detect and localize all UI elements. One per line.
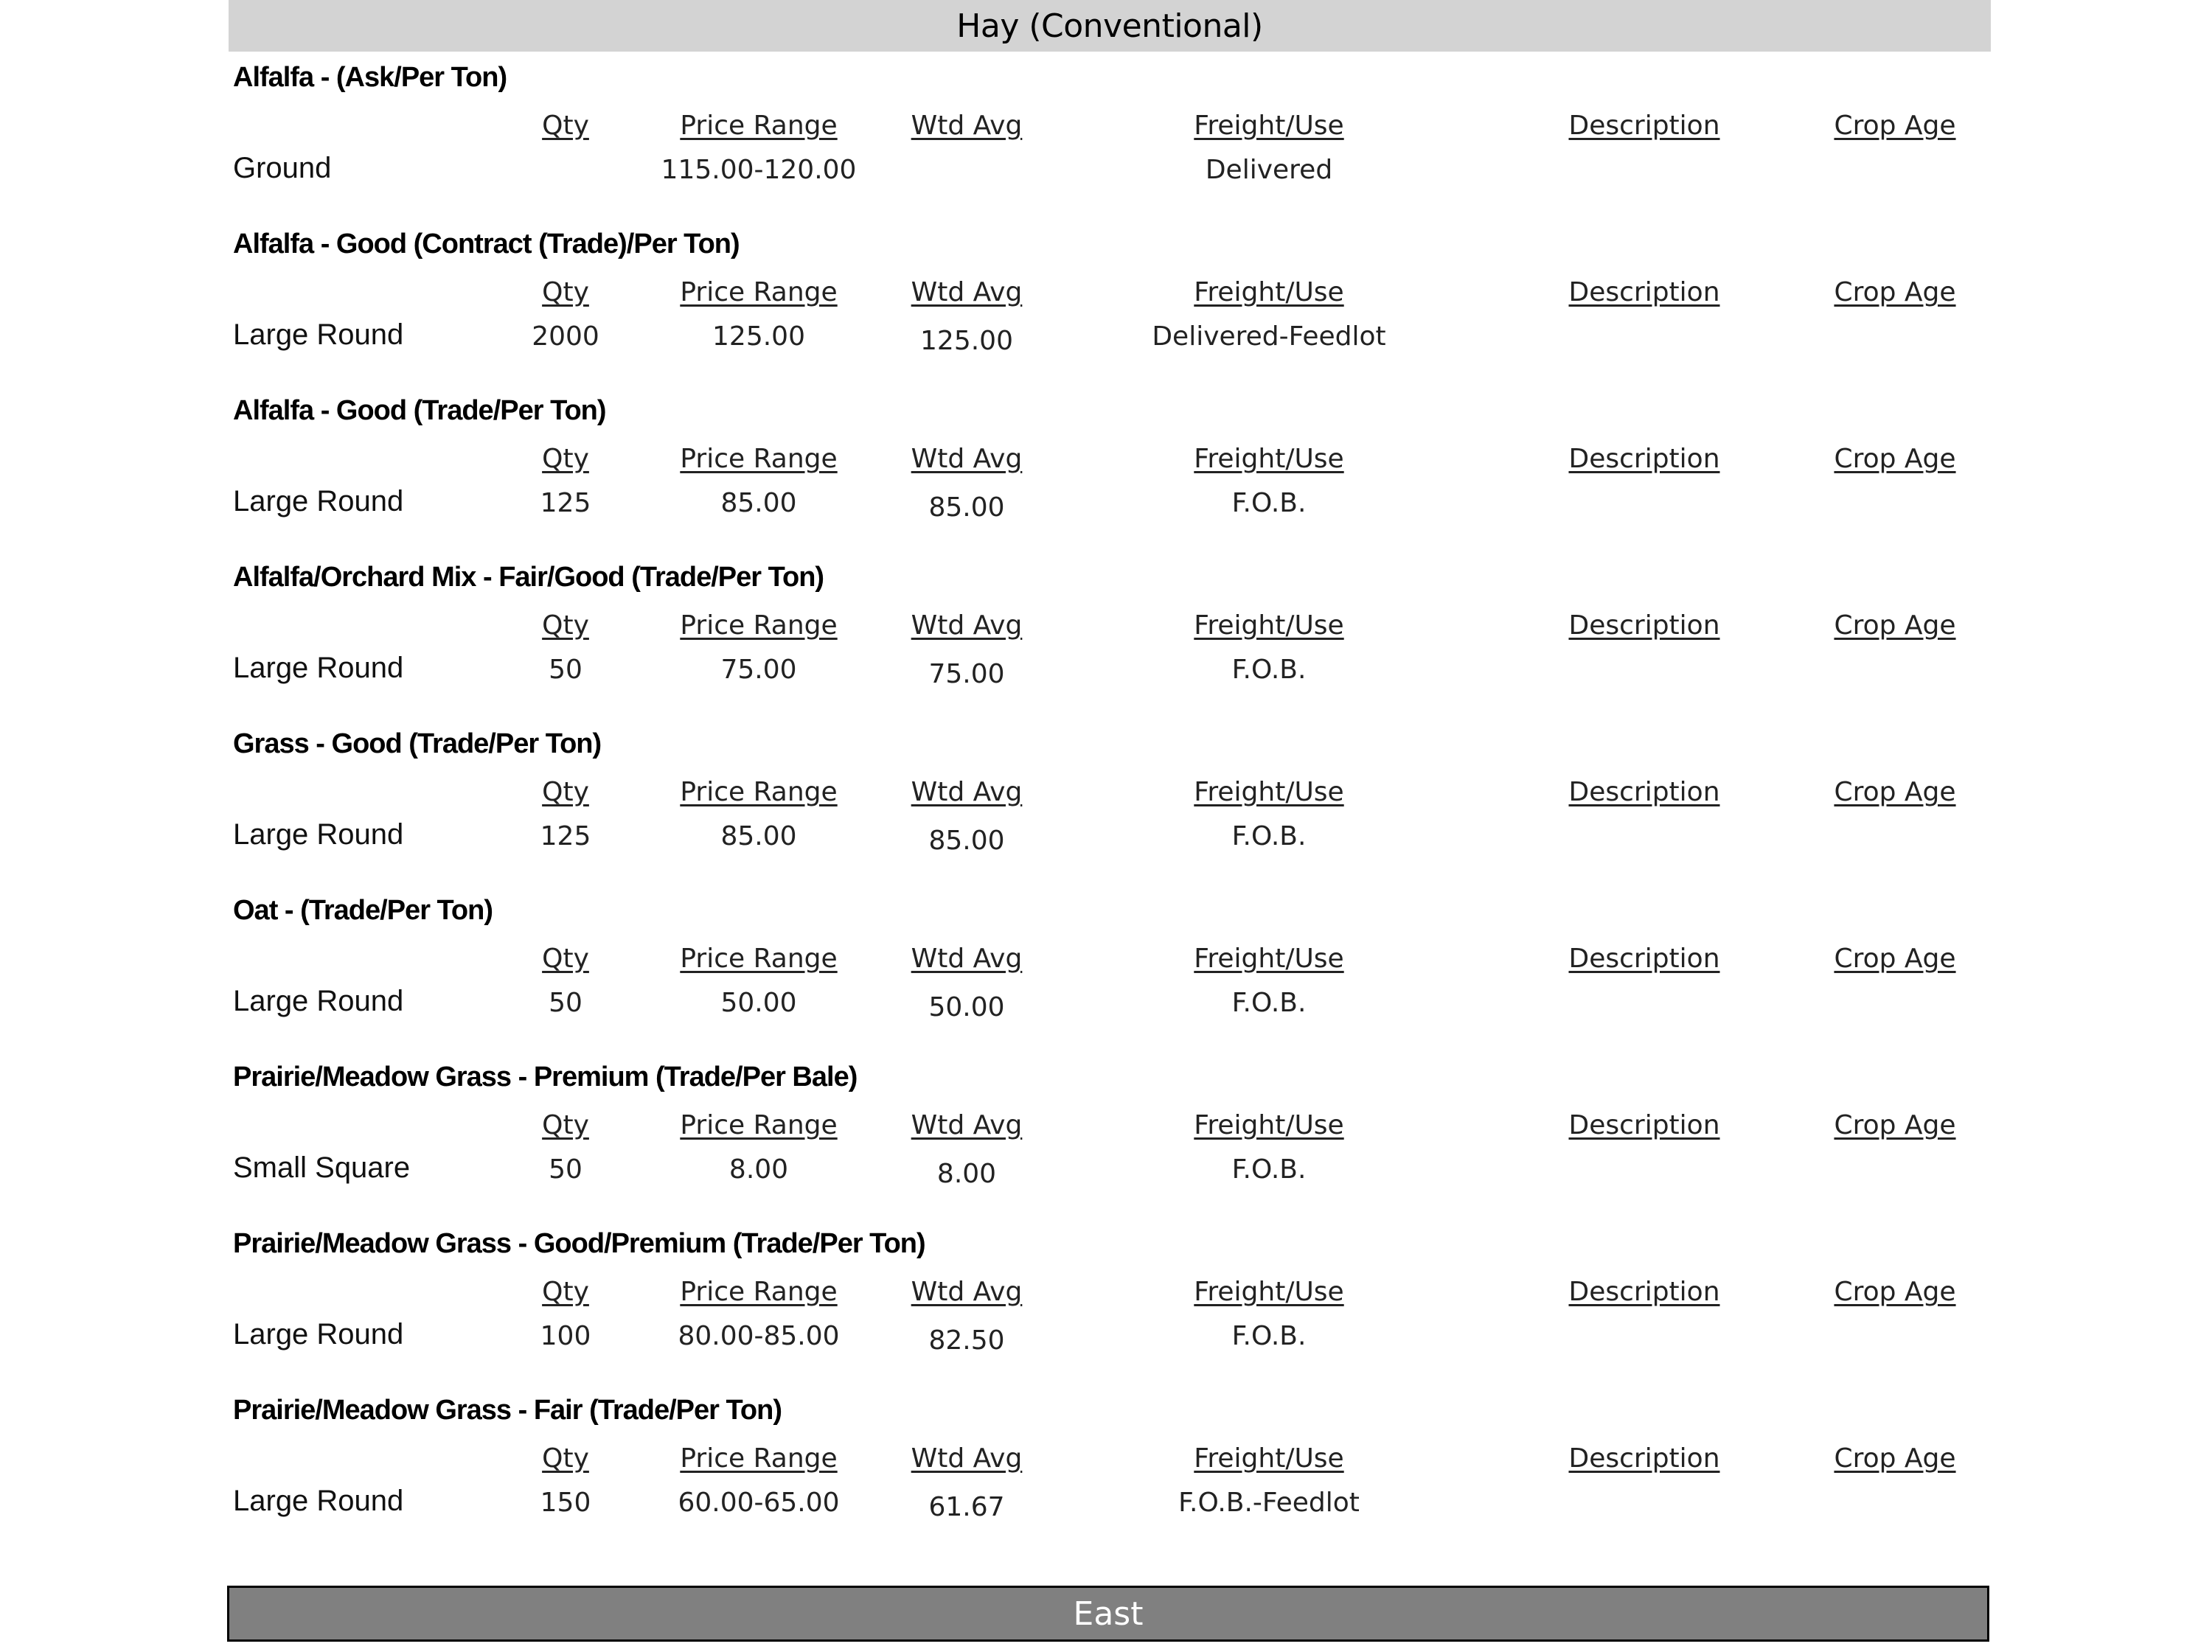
cell-freight-use: F.O.B. [1231, 821, 1307, 851]
cell-freight-use: F.O.B. [1231, 1154, 1307, 1185]
column-header-freight-use: Freight/Use [1194, 111, 1344, 141]
row-label: Large Round [233, 318, 404, 351]
commodity-title: Alfalfa - Good (Trade/Per Ton) [233, 395, 606, 426]
column-header-wtd-avg: Wtd Avg [911, 444, 1023, 474]
cell-wtd-avg: 75.00 [928, 659, 1005, 689]
commodity-title: Alfalfa/Orchard Mix - Fair/Good (Trade/Per Ton) [233, 562, 824, 593]
column-header-crop-age: Crop Age [1834, 610, 1956, 641]
column-header-price-range: Price Range [680, 944, 838, 974]
column-header-description: Description [1568, 1110, 1720, 1140]
column-header-qty: Qty [542, 1110, 589, 1140]
cell-wtd-avg: 85.00 [928, 826, 1005, 856]
cell-freight-use: Delivered-Feedlot [1152, 321, 1386, 352]
row-label: Large Round [233, 1485, 404, 1517]
commodity-section [0, 562, 2212, 724]
cell-freight-use: F.O.B. [1231, 488, 1307, 518]
column-header-qty: Qty [542, 610, 589, 641]
column-header-description: Description [1568, 610, 1720, 641]
column-header-qty: Qty [542, 944, 589, 974]
column-header-freight-use: Freight/Use [1194, 944, 1344, 974]
column-header-wtd-avg: Wtd Avg [911, 610, 1023, 641]
commodity-section [0, 229, 2212, 391]
column-header-crop-age: Crop Age [1834, 1277, 1956, 1307]
commodity-title: Oat - (Trade/Per Ton) [233, 895, 493, 926]
column-header-price-range: Price Range [680, 111, 838, 141]
column-header-freight-use: Freight/Use [1194, 1277, 1344, 1307]
cell-price-range: 125.00 [712, 321, 805, 352]
column-header-wtd-avg: Wtd Avg [911, 1110, 1023, 1140]
cell-qty: 2000 [532, 321, 599, 352]
column-header-description: Description [1568, 777, 1720, 807]
column-header-qty: Qty [542, 777, 589, 807]
row-label: Ground [233, 152, 332, 184]
commodity-section [0, 1062, 2212, 1224]
commodity-section [0, 1395, 2212, 1557]
section-title: Hay (Conventional) [956, 7, 1263, 45]
row-label: Small Square [233, 1151, 411, 1184]
commodity-title: Prairie/Meadow Grass - Good/Premium (Trade/Per Ton) [233, 1228, 925, 1259]
cell-wtd-avg: 85.00 [928, 492, 1005, 523]
cell-price-range: 50.00 [720, 988, 797, 1018]
column-header-description: Description [1568, 944, 1720, 974]
column-header-qty: Qty [542, 111, 589, 141]
region-title: East [1073, 1595, 1144, 1633]
column-header-freight-use: Freight/Use [1194, 610, 1344, 641]
row-label: Large Round [233, 485, 404, 517]
column-header-wtd-avg: Wtd Avg [911, 944, 1023, 974]
column-header-price-range: Price Range [680, 777, 838, 807]
cell-wtd-avg: 50.00 [928, 992, 1005, 1022]
column-header-description: Description [1568, 1277, 1720, 1307]
commodity-section [0, 895, 2212, 1057]
column-header-qty: Qty [542, 1277, 589, 1307]
column-header-description: Description [1568, 444, 1720, 474]
column-header-wtd-avg: Wtd Avg [911, 777, 1023, 807]
row-label: Large Round [233, 652, 404, 684]
commodity-title: Prairie/Meadow Grass - Premium (Trade/Per Bale) [233, 1062, 858, 1092]
column-header-qty: Qty [542, 277, 589, 307]
column-header-crop-age: Crop Age [1834, 1110, 1956, 1140]
commodity-title: Prairie/Meadow Grass - Fair (Trade/Per Ton) [233, 1395, 782, 1426]
cell-qty: 50 [549, 655, 582, 685]
cell-freight-use: F.O.B. [1231, 988, 1307, 1018]
column-header-price-range: Price Range [680, 610, 838, 641]
column-header-crop-age: Crop Age [1834, 444, 1956, 474]
cell-freight-use: F.O.B.-Feedlot [1178, 1488, 1360, 1518]
cell-qty: 125 [540, 821, 591, 851]
cell-price-range: 75.00 [720, 655, 797, 685]
cell-freight-use: F.O.B. [1231, 655, 1307, 685]
commodity-section [0, 62, 2212, 224]
cell-price-range: 115.00-120.00 [661, 155, 857, 185]
column-header-price-range: Price Range [680, 277, 838, 307]
column-header-price-range: Price Range [680, 444, 838, 474]
cell-qty: 125 [540, 488, 591, 518]
row-label: Large Round [233, 1318, 404, 1350]
cell-price-range: 85.00 [720, 488, 797, 518]
column-header-qty: Qty [542, 1443, 589, 1474]
cell-wtd-avg: 8.00 [936, 1159, 997, 1189]
cell-qty: 50 [549, 1154, 582, 1185]
cell-wtd-avg: 125.00 [920, 326, 1013, 356]
column-header-freight-use: Freight/Use [1194, 444, 1344, 474]
column-header-description: Description [1568, 277, 1720, 307]
cell-price-range: 8.00 [728, 1154, 789, 1185]
column-header-wtd-avg: Wtd Avg [911, 111, 1023, 141]
commodity-section [0, 728, 2212, 891]
cell-price-range: 80.00-85.00 [678, 1321, 840, 1351]
commodity-title: Grass - Good (Trade/Per Ton) [233, 728, 602, 759]
column-header-freight-use: Freight/Use [1194, 277, 1344, 307]
cell-qty: 100 [540, 1321, 591, 1351]
column-header-price-range: Price Range [680, 1277, 838, 1307]
cell-qty: 50 [549, 988, 582, 1018]
region-header-bar [227, 1586, 1989, 1642]
column-header-wtd-avg: Wtd Avg [911, 1443, 1023, 1474]
cell-price-range: 85.00 [720, 821, 797, 851]
column-header-wtd-avg: Wtd Avg [911, 1277, 1023, 1307]
commodity-section [0, 395, 2212, 557]
column-header-price-range: Price Range [680, 1110, 838, 1140]
column-header-freight-use: Freight/Use [1194, 1110, 1344, 1140]
commodity-title: Alfalfa - (Ask/Per Ton) [233, 62, 507, 93]
column-header-wtd-avg: Wtd Avg [911, 277, 1023, 307]
column-header-description: Description [1568, 111, 1720, 141]
column-header-crop-age: Crop Age [1834, 277, 1956, 307]
column-header-crop-age: Crop Age [1834, 944, 1956, 974]
column-header-crop-age: Crop Age [1834, 1443, 1956, 1474]
column-header-qty: Qty [542, 444, 589, 474]
column-header-crop-age: Crop Age [1834, 777, 1956, 807]
row-label: Large Round [233, 985, 404, 1017]
column-header-price-range: Price Range [680, 1443, 838, 1474]
column-header-freight-use: Freight/Use [1194, 777, 1344, 807]
column-header-description: Description [1568, 1443, 1720, 1474]
cell-price-range: 60.00-65.00 [678, 1488, 840, 1518]
commodity-title: Alfalfa - Good (Contract (Trade)/Per Ton) [233, 229, 740, 259]
cell-freight-use: F.O.B. [1231, 1321, 1307, 1351]
cell-wtd-avg: 82.50 [928, 1325, 1005, 1356]
cell-qty: 150 [540, 1488, 591, 1518]
row-label: Large Round [233, 818, 404, 851]
commodity-section [0, 1228, 2212, 1390]
section-title-bar [229, 0, 1991, 52]
cell-wtd-avg: 61.67 [928, 1492, 1005, 1522]
column-header-crop-age: Crop Age [1834, 111, 1956, 141]
column-header-freight-use: Freight/Use [1194, 1443, 1344, 1474]
cell-freight-use: Delivered [1205, 155, 1333, 185]
